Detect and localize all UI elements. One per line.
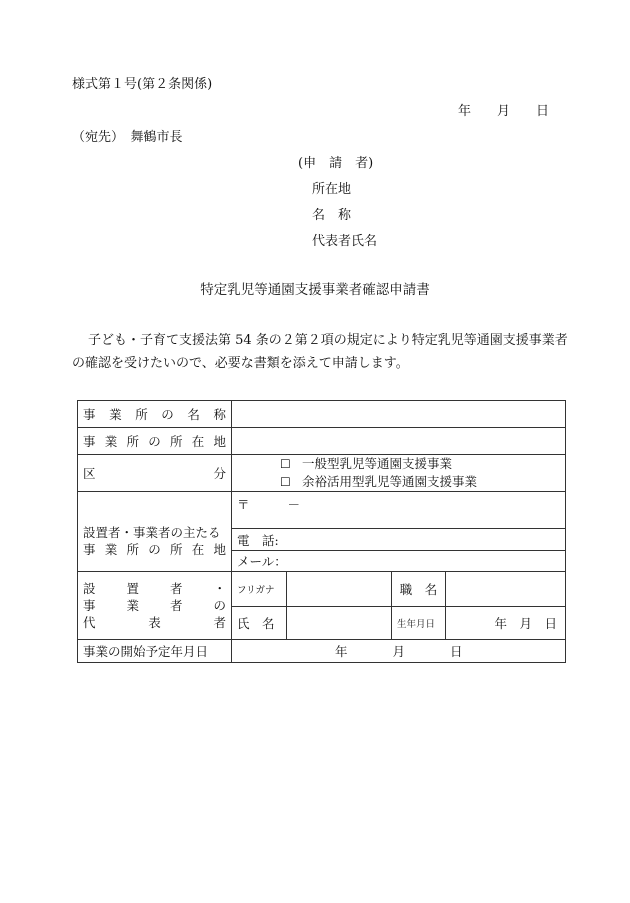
start-date-label: 事業の開始予定年月日 <box>78 640 232 663</box>
start-day: 日 <box>450 644 463 659</box>
furigana-field[interactable] <box>287 572 392 607</box>
birthdate-label: 生年月日 <box>392 607 446 640</box>
date-year: 年 <box>458 104 472 119</box>
start-year: 年 <box>335 644 348 659</box>
representative-label <box>78 572 232 640</box>
applicant-heading: (申 請 者) <box>298 156 374 171</box>
category-label-ku: 区 <box>83 466 96 481</box>
category-label <box>78 455 232 492</box>
option-general-label: 一般型乳児等通園支援事業 <box>302 456 453 471</box>
postal-mark: 〒 <box>237 497 250 512</box>
main-office-postal-row <box>78 492 566 529</box>
addressee: （宛先） 舞鶴市長 <box>72 130 183 145</box>
start-month: 月 <box>392 644 406 659</box>
email-label: メール： <box>237 554 287 569</box>
phone-field[interactable] <box>232 529 566 551</box>
postal-dash: － <box>287 497 301 512</box>
representative-label-line-3: 代表者 <box>83 615 226 630</box>
document-title: 特定乳児等通園支援事業者確認申請書 <box>200 282 430 298</box>
furigana-label: フリガナ <box>232 572 287 607</box>
applicant-name-label: 名 称 <box>312 208 352 223</box>
postal-code-field[interactable] <box>232 492 566 529</box>
start-date-field[interactable] <box>232 640 566 663</box>
checkbox-icon[interactable]: ☐ <box>280 475 291 489</box>
category-row <box>78 455 566 492</box>
facility-name-label: 事業所の名称 <box>78 401 232 428</box>
position-field[interactable] <box>446 572 566 607</box>
date-month: 月 <box>497 104 511 119</box>
form-number: 様式第１号(第２条関係) <box>72 77 213 92</box>
body-paragraph <box>72 329 572 375</box>
facility-address-field[interactable] <box>232 428 566 455</box>
option-surplus[interactable] <box>280 473 560 491</box>
category-label-bun: 分 <box>213 466 226 481</box>
date-line <box>458 100 549 119</box>
option-surplus-label: 余裕活用型乳児等通園支援事業 <box>302 474 478 489</box>
applicant-address-label: 所在地 <box>312 182 352 197</box>
application-form-table <box>77 400 566 663</box>
facility-address-label: 事業所の所在地 <box>78 428 232 455</box>
email-field[interactable] <box>232 551 566 572</box>
facility-name-row <box>78 401 566 428</box>
body-line-2: の確認を受けたいので、必要な書類を添えて申請します。 <box>72 356 409 371</box>
representative-furigana-row <box>78 572 566 607</box>
facility-name-field[interactable] <box>232 401 566 428</box>
facility-address-row <box>78 428 566 455</box>
main-office-label-line-1: 設置者・事業者の主たる <box>83 524 221 540</box>
checkbox-icon[interactable]: ☐ <box>280 457 291 471</box>
name-label: 氏 名 <box>232 607 287 640</box>
representative-label-line-2: 事業者の <box>83 598 226 613</box>
date-day: 日 <box>536 104 550 119</box>
position-label: 職 名 <box>392 572 446 607</box>
main-office-label <box>78 492 232 572</box>
category-options <box>232 455 566 492</box>
name-field[interactable] <box>287 607 392 640</box>
main-office-label-line-2: 事業所の所在地 <box>83 541 226 557</box>
phone-label: 電 話: <box>237 532 279 548</box>
birthdate-field[interactable]: 年 月 日 <box>446 607 566 640</box>
applicant-representative-label: 代表者氏名 <box>312 234 378 249</box>
start-date-row <box>78 640 566 663</box>
representative-label-line-1: 設置者・ <box>83 581 226 596</box>
body-line-1: 子ども・子育て支援法第 54 条の２第２項の規定により特定乳児等通園支援事業者 <box>88 333 568 348</box>
option-general[interactable] <box>280 455 560 473</box>
